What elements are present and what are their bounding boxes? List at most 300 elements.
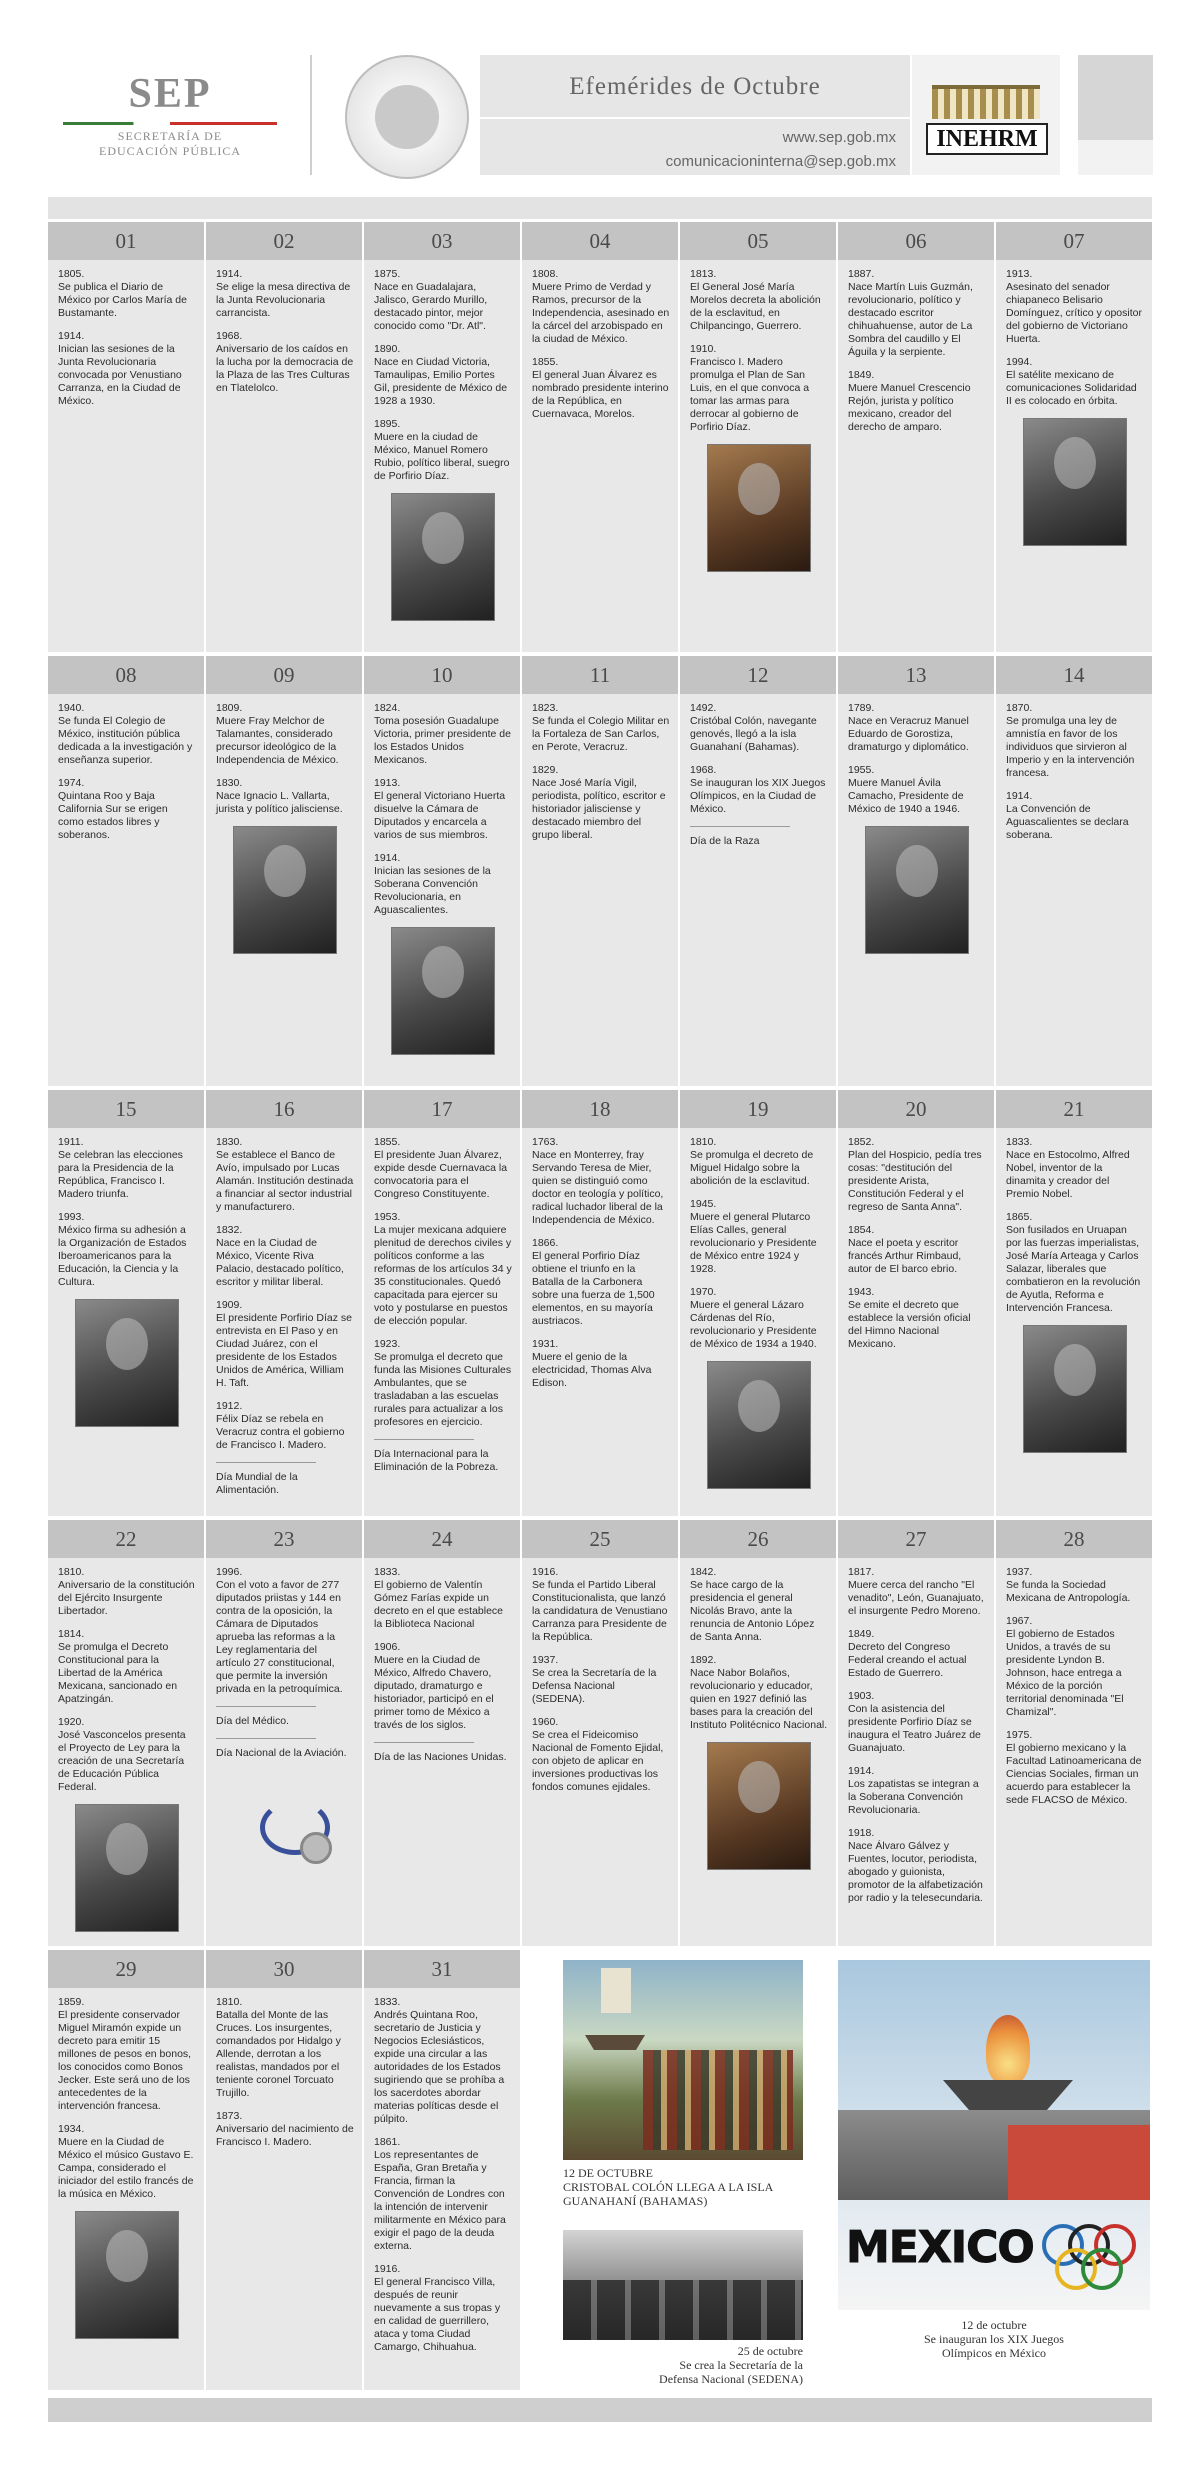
day-number: 19 bbox=[680, 1090, 836, 1128]
event-year: 1937. bbox=[1006, 1566, 1033, 1578]
event-year: 1940. bbox=[58, 702, 85, 714]
day-events bbox=[522, 1128, 678, 1406]
day-cell-15 bbox=[48, 1090, 204, 1516]
event-entry bbox=[1006, 268, 1144, 346]
event-text: El general Francisco Villa, después de reunir nuevamente a sus tropas y en calidad de guerrillero, ataca y toma Ciudad Camargo, Chihuahua. bbox=[374, 2276, 501, 2353]
event-year: 1996. bbox=[216, 1566, 243, 1578]
olympics-caption-line-2: Se inauguran los XIX Juegos bbox=[924, 2332, 1064, 2346]
event-year: 1967. bbox=[1006, 1615, 1033, 1627]
event-entry bbox=[374, 777, 512, 842]
day-number: 20 bbox=[838, 1090, 994, 1128]
day-number: 26 bbox=[680, 1520, 836, 1558]
portrait-image bbox=[707, 1742, 811, 1870]
day-number: 12 bbox=[680, 656, 836, 694]
olympic-flame-image bbox=[838, 1960, 1150, 2310]
header-decor-block bbox=[1078, 55, 1153, 140]
observance-note: Día Mundial de la Alimentación. bbox=[216, 1471, 298, 1496]
colon-caption-line-3: GUANAHANÍ (BAHAMAS) bbox=[563, 2194, 708, 2208]
event-year: 1854. bbox=[848, 1224, 875, 1236]
event-text: Se promulga una ley de amnistía en favor de los individuos que sirvieron al Imperio y en la intervención francesa. bbox=[1006, 715, 1135, 779]
event-year: 1931. bbox=[532, 1338, 559, 1350]
event-entry bbox=[374, 268, 512, 333]
event-entry bbox=[532, 1716, 670, 1794]
event-text: El gobierno de Valentín Gómez Farías expide un decreto en el que establece la Biblioteca Nacional bbox=[374, 1579, 504, 1630]
day-number: 02 bbox=[206, 222, 362, 260]
event-entry bbox=[58, 1136, 196, 1201]
event-entry bbox=[690, 764, 828, 816]
event-year: 1945. bbox=[690, 1198, 717, 1210]
day-cell-26 bbox=[680, 1520, 836, 1946]
page-header bbox=[0, 0, 1200, 190]
day-events bbox=[522, 694, 678, 858]
event-text: Son fusilados en Uruapan por las fuerzas imperialistas, José María Arteaga y Carlos Salazar, liberales que combatieron en la revolución de Ayutla, Reforma e Intervención Francesa. bbox=[1006, 1224, 1141, 1314]
event-entry bbox=[58, 1566, 196, 1618]
sedena-vehicles-image bbox=[563, 2230, 803, 2340]
colon-caption bbox=[563, 2166, 823, 2208]
day-cell-23 bbox=[206, 1520, 362, 1946]
event-year: 1943. bbox=[848, 1286, 875, 1298]
day-events bbox=[206, 1558, 362, 1876]
day-number: 01 bbox=[48, 222, 204, 260]
event-text: Inician las sesiones de la Junta Revolucionaria convocada por Venustiano Carranza, en la Ciudad de México. bbox=[58, 343, 182, 407]
event-text: Nace en Monterrey, fray Servando Teresa de Mier, quien se distinguió como doctor en teología y político, radical luchador liberal de la Independencia de México. bbox=[532, 1149, 664, 1226]
day-cell-06 bbox=[838, 222, 994, 652]
event-text: Los representantes de España, Gran Bretaña y Francia, firman la Convención de Londres con la intención de intervenir militarmente en México para exigir el pago de la deuda externa. bbox=[374, 2149, 506, 2252]
event-entry bbox=[1006, 356, 1144, 408]
event-entry bbox=[532, 268, 670, 346]
event-year: 1913. bbox=[374, 777, 401, 789]
page-title: Efemérides de Octubre bbox=[569, 73, 821, 100]
event-entry bbox=[58, 1996, 196, 2113]
event-text: Nace en Estocolmo, Alfred Nobel, inventor de la dinamita y creador del Premio Nobel. bbox=[1006, 1149, 1130, 1200]
event-text: Muere el general Lázaro Cárdenas del Río, revolucionario y Presidente de México de 1934 a 1940. bbox=[690, 1299, 817, 1350]
event-text: La Convención de Aguascalientes se declara soberana. bbox=[1006, 803, 1129, 841]
event-text: Inician las sesiones de la Soberana Convención Revolucionaria, en Aguascalientes. bbox=[374, 865, 491, 916]
event-entry bbox=[848, 1628, 986, 1680]
day-number: 23 bbox=[206, 1520, 362, 1558]
event-entry bbox=[216, 2110, 354, 2149]
event-entry bbox=[532, 1654, 670, 1706]
day-events bbox=[48, 1988, 204, 2349]
event-year: 1855. bbox=[374, 1136, 401, 1148]
event-year: 1875. bbox=[374, 268, 401, 280]
event-text: Con el voto a favor de 277 diputados priistas y 144 en contra de la oposición, la Cámara de Diputados aprueba las reformas a la Ley reglamentaria del artículo 27 constitucional, que permite la inversión privada en la petroquímica. bbox=[216, 1579, 343, 1695]
event-text: Se funda el Partido Liberal Constitucionalista, que lanzó la candidatura de Venustiano Carranza para Presidente de la República. bbox=[532, 1579, 668, 1643]
event-year: 1968. bbox=[690, 764, 717, 776]
event-year: 1833. bbox=[374, 1996, 401, 2008]
event-entry bbox=[532, 1237, 670, 1328]
day-number: 09 bbox=[206, 656, 362, 694]
event-text: El General José María Morelos decreta la abolición de la esclavitud, en Chilpancingo, Guerrero. bbox=[690, 281, 821, 332]
sedena-caption-date: 25 de octubre bbox=[737, 2344, 803, 2358]
event-text: Con la asistencia del presidente Porfirio Díaz se inaugura el Teatro Juárez de Guanajuato. bbox=[848, 1703, 981, 1754]
event-text: Se promulga el Decreto Constitucional para la Libertad de la América Mexicana, sancionado en Apatzingán. bbox=[58, 1641, 178, 1705]
day-number: 31 bbox=[364, 1950, 520, 1988]
event-entry bbox=[216, 777, 354, 816]
event-year: 1859. bbox=[58, 1996, 85, 2008]
day-number: 18 bbox=[522, 1090, 678, 1128]
event-text: Nace José María Vigil, periodista, político, escritor e historiador jalisciense y destacado miembro del grupo liberal. bbox=[532, 777, 666, 841]
event-text: La mujer mexicana adquiere plenitud de derechos civiles y políticos conforme a las reformas de los artículos 34 y 35 constitucionales. Quedó capacitada para ejercer su voto y postularse en puestos de elección popular. bbox=[374, 1224, 512, 1327]
event-entry bbox=[374, 1338, 512, 1429]
observance-note: Día de la Raza bbox=[690, 835, 760, 847]
event-entry bbox=[58, 330, 196, 408]
event-entry bbox=[848, 1286, 986, 1351]
event-text: Se celebran las elecciones para la Presidencia de la República, Francisco I. Madero triunfa. bbox=[58, 1149, 183, 1200]
event-entry bbox=[58, 702, 196, 767]
portrait-image bbox=[233, 826, 337, 954]
day-number: 24 bbox=[364, 1520, 520, 1558]
day-cell-20 bbox=[838, 1090, 994, 1516]
day-events bbox=[838, 1558, 994, 1921]
event-text: El satélite mexicano de comunicaciones Solidaridad II es colocado en órbita. bbox=[1006, 369, 1137, 407]
mexico-68-logo bbox=[846, 2208, 1142, 2303]
event-text: Nace en Ciudad Victoria, Tamaulipas, Emilio Portes Gil, presidente de México de 1928 a 1930. bbox=[374, 356, 508, 407]
day-events bbox=[996, 260, 1152, 556]
day-number: 05 bbox=[680, 222, 836, 260]
event-entry bbox=[848, 764, 986, 816]
bottom-divider-strip bbox=[48, 2398, 1152, 2422]
day-cell-24 bbox=[364, 1520, 520, 1946]
event-text: Se publica el Diario de México por Carlos María de Bustamante. bbox=[58, 281, 187, 319]
day-cell-27 bbox=[838, 1520, 994, 1946]
observance-note: Día Nacional de la Aviación. bbox=[216, 1747, 347, 1759]
day-events bbox=[680, 1558, 836, 1880]
day-cell-05 bbox=[680, 222, 836, 652]
event-year: 1960. bbox=[532, 1716, 559, 1728]
event-entry bbox=[216, 702, 354, 767]
event-entry bbox=[532, 356, 670, 421]
note-divider bbox=[216, 1462, 316, 1463]
event-text: Muere el general Plutarco Elías Calles, general revolucionario y Presidente de México entre 1924 y 1928. bbox=[690, 1211, 817, 1275]
event-year: 1849. bbox=[848, 1628, 875, 1640]
event-entry bbox=[374, 343, 512, 408]
event-entry bbox=[1006, 702, 1144, 780]
day-cell-19 bbox=[680, 1090, 836, 1516]
event-text: Se funda el Colegio Militar en la Fortaleza de San Carlos, en Perote, Veracruz. bbox=[532, 715, 670, 753]
event-text: El gobierno mexicano y la Facultad Latinoamericana de Ciencias Sociales, firman un acuerdo para establecer la sede FLACSO de México. bbox=[1006, 1742, 1142, 1806]
event-year: 1916. bbox=[532, 1566, 559, 1578]
note-divider bbox=[216, 1706, 316, 1707]
sep-logo-line-2: EDUCACIÓN PÚBLICA bbox=[98, 144, 241, 158]
event-year: 1809. bbox=[216, 702, 243, 714]
event-entry bbox=[848, 1224, 986, 1276]
event-year: 1805. bbox=[58, 268, 85, 280]
day-cell-29 bbox=[48, 1950, 204, 2390]
event-year: 1909. bbox=[216, 1299, 243, 1311]
day-cell-16 bbox=[206, 1090, 362, 1516]
day-number: 16 bbox=[206, 1090, 362, 1128]
event-year: 1895. bbox=[374, 418, 401, 430]
event-year: 1916. bbox=[374, 2263, 401, 2275]
website-link[interactable]: www.sep.gob.mx bbox=[782, 129, 896, 146]
event-year: 1817. bbox=[848, 1566, 875, 1578]
event-year: 1903. bbox=[848, 1690, 875, 1702]
day-number: 13 bbox=[838, 656, 994, 694]
colon-painting-image bbox=[563, 1960, 803, 2160]
day-number: 28 bbox=[996, 1520, 1152, 1558]
event-text: Muere el genio de la electricidad, Thomas Alva Edison. bbox=[532, 1351, 652, 1389]
colon-caption-date: 12 DE OCTUBRE bbox=[563, 2166, 653, 2180]
event-text: Se promulga el decreto que funda las Misiones Culturales Ambulantes, que se trasladaban a las escuelas rurales para actualizar a los profesores en ejercicio. bbox=[374, 1351, 512, 1428]
event-year: 1892. bbox=[690, 1654, 717, 1666]
event-text: Muere Primo de Verdad y Ramos, precursor de la Independencia, asesinado en la cárcel del arzobispado en la ciudad de México. bbox=[532, 281, 670, 345]
event-entry bbox=[690, 1198, 828, 1276]
event-year: 1914. bbox=[374, 852, 401, 864]
day-events bbox=[680, 260, 836, 582]
note-divider bbox=[374, 1439, 474, 1440]
event-entry bbox=[848, 268, 986, 359]
event-year: 1937. bbox=[532, 1654, 559, 1666]
event-text: Se crea la Secretaría de la Defensa Nacional (SEDENA). bbox=[532, 1667, 657, 1705]
event-text: Plan del Hospicio, pedía tres cosas: "destitución del presidente Arista, Constitución Federal y el regreso de Santa Anna". bbox=[848, 1149, 982, 1213]
day-cell-14 bbox=[996, 656, 1152, 1086]
event-text: Los zapatistas se integran a la Soberana Convención Revolucionaria. bbox=[848, 1778, 979, 1816]
event-text: Muere Manuel Ávila Camacho, Presidente de México de 1940 a 1946. bbox=[848, 777, 964, 815]
day-number: 07 bbox=[996, 222, 1152, 260]
event-entry bbox=[374, 702, 512, 767]
portrait-image bbox=[1023, 1325, 1127, 1453]
day-events bbox=[838, 694, 994, 964]
event-entry bbox=[216, 268, 354, 320]
day-cell-10 bbox=[364, 656, 520, 1086]
email-link[interactable]: comunicacioninterna@sep.gob.mx bbox=[665, 153, 896, 170]
day-number: 30 bbox=[206, 1950, 362, 1988]
event-text: Nace en la Ciudad de México, Vicente Riva Palacio, destacado político, escritor y militar liberal. bbox=[216, 1237, 344, 1288]
event-entry bbox=[374, 2263, 512, 2354]
event-text: Asesinato del senador chiapaneco Belisario Domínguez, crítico y opositor del gobierno de Victoriano Huerta. bbox=[1006, 281, 1142, 345]
day-cell-09 bbox=[206, 656, 362, 1086]
day-number: 10 bbox=[364, 656, 520, 694]
event-entry bbox=[374, 1566, 512, 1631]
event-entry bbox=[848, 702, 986, 754]
event-text: El general Porfirio Díaz obtiene el triunfo en la Batalla de la Carbonera sobre una fuerza de 1,500 elementos, en su mayoría austriacos. bbox=[532, 1250, 655, 1327]
sep-logo-tricolor-bar bbox=[63, 122, 277, 125]
day-number: 29 bbox=[48, 1950, 204, 1988]
event-year: 1823. bbox=[532, 702, 559, 714]
olympics-caption bbox=[838, 2318, 1150, 2360]
event-text: El presidente Porfirio Díaz se entrevista en El Paso y en Ciudad Juárez, con el presidente de los Estados Unidos de América, William H. Taft. bbox=[216, 1312, 352, 1389]
event-entry bbox=[374, 852, 512, 917]
event-entry bbox=[848, 369, 986, 434]
day-events bbox=[522, 1558, 678, 1810]
day-events bbox=[522, 260, 678, 437]
event-entry bbox=[1006, 1566, 1144, 1605]
day-number: 08 bbox=[48, 656, 204, 694]
note-divider bbox=[216, 1738, 316, 1739]
event-year: 1993. bbox=[58, 1211, 85, 1223]
sedena-caption bbox=[563, 2344, 803, 2386]
day-events bbox=[48, 260, 204, 424]
day-events bbox=[996, 694, 1152, 858]
event-text: Toma posesión Guadalupe Victoria, primer presidente de los Estados Unidos Mexicanos. bbox=[374, 715, 511, 766]
event-text: Aniversario del nacimiento de Francisco I. Madero. bbox=[216, 2123, 354, 2148]
event-entry bbox=[58, 777, 196, 842]
event-year: 1906. bbox=[374, 1641, 401, 1653]
portrait-image bbox=[75, 2211, 179, 2339]
event-entry bbox=[216, 1299, 354, 1390]
event-text: Se establece el Banco de Avío, impulsado por Lucas Alamán. Institución destinada a financiar al sector industrial y manufacturero. bbox=[216, 1149, 354, 1213]
event-year: 1970. bbox=[690, 1286, 717, 1298]
day-events bbox=[206, 1988, 362, 2165]
event-text: El presidente Juan Álvarez, expide desde Cuernavaca la convocatoria para el Congreso Constituyente. bbox=[374, 1149, 508, 1200]
event-text: Francisco I. Madero promulga el Plan de San Luis, en el que convoca a tomar las armas para derrocar al gobierno de Porfirio Díaz. bbox=[690, 356, 810, 433]
event-entry bbox=[848, 1690, 986, 1755]
event-entry bbox=[374, 1641, 512, 1732]
day-number: 27 bbox=[838, 1520, 994, 1558]
sep-logo-text: SEP bbox=[128, 71, 212, 117]
event-entry bbox=[216, 1400, 354, 1452]
event-text: Nace el poeta y escritor francés Arthur Rimbaud, autor de El barco ebrio. bbox=[848, 1237, 962, 1275]
event-year: 1852. bbox=[848, 1136, 875, 1148]
portrait-image bbox=[1023, 418, 1127, 546]
event-year: 1968. bbox=[216, 330, 243, 342]
day-cell-01 bbox=[48, 222, 204, 652]
sep-logo bbox=[55, 70, 285, 159]
event-text: Se inauguran los XIX Juegos Olímpicos, en la Ciudad de México. bbox=[690, 777, 826, 815]
top-divider-strip bbox=[48, 197, 1152, 219]
event-year: 1914. bbox=[216, 268, 243, 280]
event-year: 1829. bbox=[532, 764, 559, 776]
note-divider bbox=[690, 826, 790, 827]
day-events bbox=[838, 260, 994, 450]
event-year: 1866. bbox=[532, 1237, 559, 1249]
olympics-caption-line-3: Olímpicos en México bbox=[942, 2346, 1046, 2360]
event-text: Muere en la Ciudad de México el músico Gustavo E. Campa, considerado el iniciador del estilo francés de la música en México. bbox=[58, 2136, 194, 2200]
day-events bbox=[680, 694, 836, 864]
sedena-caption-line-3: Defensa Nacional (SEDENA) bbox=[659, 2372, 803, 2386]
day-events bbox=[364, 260, 520, 631]
event-year: 1810. bbox=[690, 1136, 717, 1148]
event-year: 1911. bbox=[58, 1136, 84, 1148]
day-cell-28 bbox=[996, 1520, 1152, 1946]
day-events bbox=[48, 1128, 204, 1437]
sep-logo-line-1: SECRETARÍA DE bbox=[117, 129, 223, 143]
event-entry bbox=[374, 1211, 512, 1328]
event-year: 1918. bbox=[848, 1827, 875, 1839]
event-year: 1832. bbox=[216, 1224, 243, 1236]
event-text: El general Victoriano Huerta disuelve la Cámara de Diputados y encarcela a varios de sus miembros. bbox=[374, 790, 506, 841]
event-text: Muere en la ciudad de México, Manuel Romero Rubio, político liberal, suegro de Porfirio Díaz. bbox=[374, 431, 510, 482]
event-text: Nace en Guadalajara, Jalisco, Gerardo Murillo, destacado pintor, mejor conocido como "Dr. Atl". bbox=[374, 281, 488, 332]
event-text: El presidente conservador Miguel Miramón expide un decreto para emitir 15 millones de pesos en bonos, los conocidos como Bonos Jecker. Este será uno de los antecedentes de la intervención francesa. bbox=[58, 2009, 192, 2112]
day-number: 15 bbox=[48, 1090, 204, 1128]
day-cell-31 bbox=[364, 1950, 520, 2390]
event-year: 1920. bbox=[58, 1716, 85, 1728]
event-entry bbox=[532, 764, 670, 842]
mexico-68-logo-text: MEXICO bbox=[846, 2222, 1034, 2273]
day-events bbox=[48, 694, 204, 858]
event-entry bbox=[1006, 1729, 1144, 1807]
inehrm-logo bbox=[912, 55, 1060, 175]
event-text: Se funda El Colegio de México, institución pública dedicada a la investigación y enseñanza superior. bbox=[58, 715, 193, 766]
event-text: Se crea el Fideicomiso Nacional de Fomento Ejidal, con objeto de aplicar en inversiones productivas los fondos comunes ejidales. bbox=[532, 1729, 664, 1793]
event-entry bbox=[848, 1765, 986, 1817]
day-events bbox=[364, 694, 520, 1065]
event-entry bbox=[58, 2123, 196, 2201]
event-year: 1890. bbox=[374, 343, 401, 355]
day-events bbox=[364, 1128, 520, 1490]
day-cell-04 bbox=[522, 222, 678, 652]
event-entry bbox=[848, 1827, 986, 1905]
header-divider bbox=[310, 55, 312, 175]
event-text: Cristóbal Colón, navegante genovés, llegó a la isla Guanahaní (Bahamas). bbox=[690, 715, 817, 753]
day-cell-02 bbox=[206, 222, 362, 652]
event-year: 1914. bbox=[1006, 790, 1033, 802]
day-cell-21 bbox=[996, 1090, 1152, 1516]
event-text: Decreto del Congreso Federal creando el actual Estado de Guerrero. bbox=[848, 1641, 967, 1679]
event-entry bbox=[216, 1136, 354, 1214]
event-year: 1814. bbox=[58, 1628, 85, 1640]
event-year: 1855. bbox=[532, 356, 559, 368]
day-events bbox=[364, 1558, 520, 1780]
event-year: 1833. bbox=[374, 1566, 401, 1578]
event-text: Nace Álvaro Gálvez y Fuentes, locutor, periodista, abogado y guionista, promotor de la alfabetización por radio y la telesecundaria. bbox=[848, 1840, 983, 1904]
portrait-image bbox=[391, 927, 495, 1055]
event-entry bbox=[1006, 1211, 1144, 1315]
event-text: Andrés Quintana Roo, secretario de Justicia y Negocios Eclesiásticos, expide una circular a las autoridades de los Estados sugiriendo que se prohíba a los sacerdotes abordar materias políticas desde el púlpito. bbox=[374, 2009, 505, 2125]
event-entry bbox=[58, 1628, 196, 1706]
event-entry bbox=[848, 1136, 986, 1214]
event-year: 1912. bbox=[216, 1400, 243, 1412]
event-text: Nace en Veracruz Manuel Eduardo de Gorostiza, dramaturgo y diplomático. bbox=[848, 715, 969, 753]
day-events bbox=[206, 1128, 362, 1513]
event-year: 1955. bbox=[848, 764, 875, 776]
day-number: 21 bbox=[996, 1090, 1152, 1128]
day-events bbox=[996, 1558, 1152, 1823]
event-text: Muere en la Ciudad de México, Alfredo Chavero, diputado, dramaturgo e historiador, participó en el primer tomo de México a través de los siglos. bbox=[374, 1654, 494, 1731]
event-year: 1953. bbox=[374, 1211, 401, 1223]
portrait-image bbox=[865, 826, 969, 954]
day-events bbox=[996, 1128, 1152, 1463]
event-text: Muere Fray Melchor de Talamantes, considerado precursor ideológico de la Independencia de México. bbox=[216, 715, 339, 766]
colon-caption-line-2: CRISTOBAL COLÓN LLEGA A LA ISLA bbox=[563, 2180, 774, 2194]
event-entry bbox=[690, 343, 828, 434]
national-seal-icon bbox=[345, 55, 469, 179]
event-text: Muere cerca del rancho "El venadito", León, Guanajuato, el insurgente Pedro Moreno. bbox=[848, 1579, 984, 1617]
event-year: 1914. bbox=[58, 330, 85, 342]
inehrm-building-icon bbox=[932, 85, 1040, 119]
event-entry bbox=[848, 1566, 986, 1618]
day-number: 06 bbox=[838, 222, 994, 260]
event-entry bbox=[374, 418, 512, 483]
portrait-image bbox=[75, 1299, 179, 1427]
portrait-image bbox=[75, 1804, 179, 1932]
event-entry bbox=[58, 1211, 196, 1289]
event-year: 1974. bbox=[58, 777, 85, 789]
event-entry bbox=[532, 1566, 670, 1644]
event-year: 1763. bbox=[532, 1136, 559, 1148]
event-text: El gobierno de Estados Unidos, a través de su presidente Lyndon B. Johnson, hace entrega a México de la porción territorial denominada "El Chamizal". bbox=[1006, 1628, 1124, 1718]
event-entry bbox=[58, 268, 196, 320]
event-year: 1830. bbox=[216, 1136, 243, 1148]
header-title-underline bbox=[480, 117, 910, 119]
event-text: Se hace cargo de la presidencia el general Nicolás Bravo, ante la renuncia de Antonio López de Santa Anna. bbox=[690, 1579, 815, 1643]
day-number: 25 bbox=[522, 1520, 678, 1558]
event-entry bbox=[374, 1136, 512, 1201]
day-events bbox=[364, 1988, 520, 2370]
day-events bbox=[48, 1558, 204, 1942]
event-text: Nace Ignacio L. Vallarta, jurista y político jalisciense. bbox=[216, 790, 343, 815]
event-entry bbox=[216, 1224, 354, 1289]
day-number: 17 bbox=[364, 1090, 520, 1128]
event-text: Se promulga el decreto de Miguel Hidalgo sobre la abolición de la esclavitud. bbox=[690, 1149, 814, 1187]
day-cell-18 bbox=[522, 1090, 678, 1516]
event-entry bbox=[532, 1136, 670, 1227]
event-text: México firma su adhesión a la Organización de Estados Iberoamericanos para la Educación, la Ciencia y la Cultura. bbox=[58, 1224, 187, 1288]
event-text: Se funda la Sociedad Mexicana de Antropología. bbox=[1006, 1579, 1131, 1604]
portrait-image bbox=[707, 444, 811, 572]
